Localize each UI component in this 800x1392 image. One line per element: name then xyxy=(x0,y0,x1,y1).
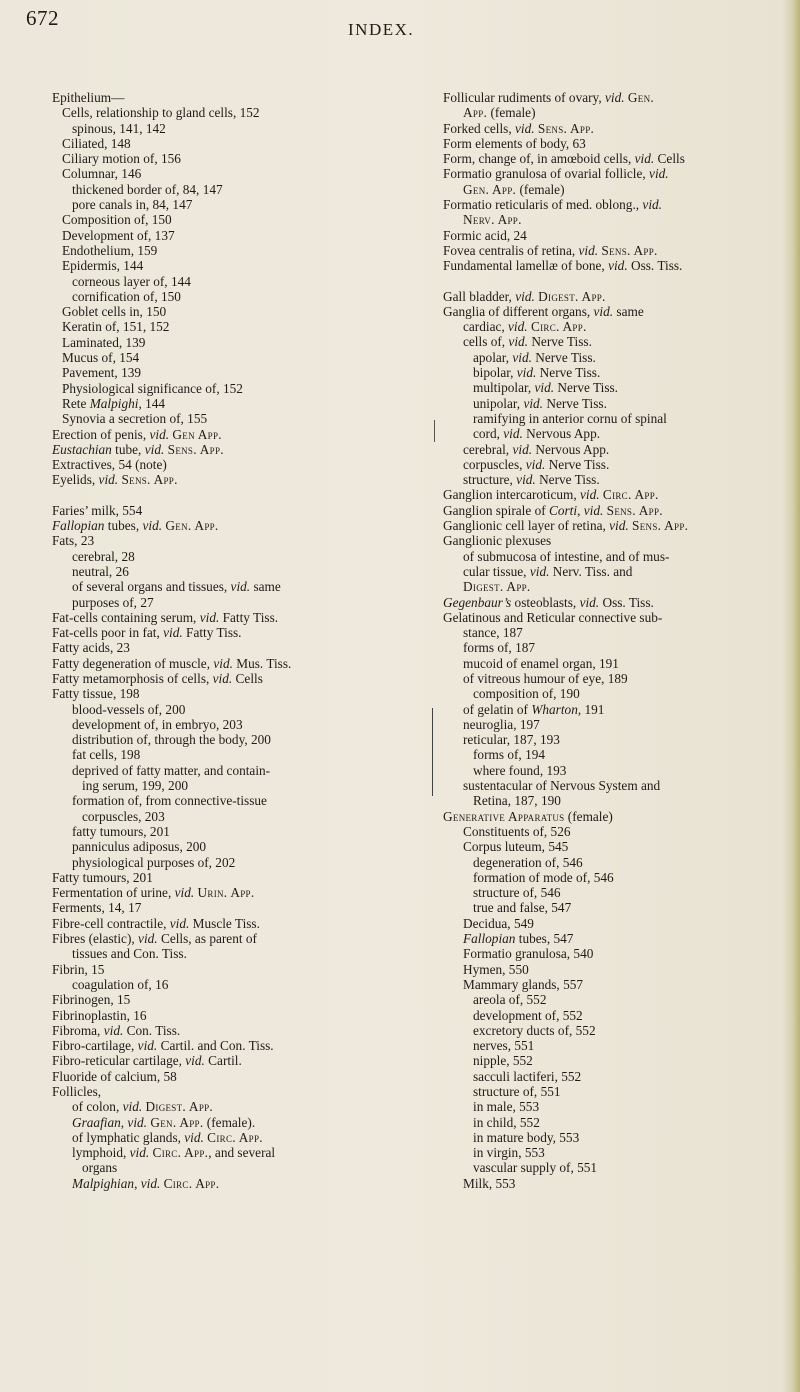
index-entry: Graafian, vid. Gen. App. (female). xyxy=(72,1114,256,1130)
index-entry: in virgin, 553 xyxy=(473,1145,545,1161)
index-entry: nipple, 552 xyxy=(473,1053,533,1069)
index-entry: apolar, vid. Nerve Tiss. xyxy=(473,349,596,365)
index-entry: Fibro-cartilage, vid. Cartil. and Con. Tiss. xyxy=(52,1038,274,1054)
page-number: 672 xyxy=(26,6,59,30)
column-rule xyxy=(432,708,433,796)
index-entry: Form, change of, in amœboid cells, vid. Cells xyxy=(443,151,685,167)
index-entry: in child, 552 xyxy=(473,1114,540,1130)
index-entry: structure of, 551 xyxy=(473,1084,561,1099)
index-entry: development of, in embryo, 203 xyxy=(72,716,243,732)
index-entry: excretory ducts of, 552 xyxy=(473,1022,596,1038)
index-entry: Nerv. App. xyxy=(463,212,522,228)
index-entry: degeneration of, 546 xyxy=(473,854,583,870)
index-entry: nerves, 551 xyxy=(473,1038,535,1054)
index-entry: stance, 187 xyxy=(463,625,523,641)
index-entry: Goblet cells in, 150 xyxy=(62,304,167,320)
index-entry: Retina, 187, 190 xyxy=(473,793,561,809)
index-entry: spinous, 141, 142 xyxy=(72,120,166,136)
page-edge-shadow xyxy=(782,0,800,1392)
index-entry: Fluoride of calcium, 58 xyxy=(52,1068,177,1084)
index-entry: Fibrinogen, 15 xyxy=(52,992,131,1008)
index-entry: tissues and Con. Tiss. xyxy=(72,946,187,962)
index-entry: formation of mode of, 546 xyxy=(473,869,614,885)
index-entry: Laminated, 139 xyxy=(62,334,146,350)
index-entry: Mammary glands, 557 xyxy=(463,976,584,992)
index-entry: Synovia a secretion of, 155 xyxy=(62,411,208,427)
index-entry: Milk, 553 xyxy=(463,1175,516,1191)
index-entry: cornification of, 150 xyxy=(72,288,181,304)
index-entry: Decidua, 549 xyxy=(463,915,534,931)
entry-gap xyxy=(443,274,771,289)
index-entry: forms of, 187 xyxy=(463,640,536,656)
index-entry: cord, vid. Nervous App. xyxy=(473,426,601,442)
index-entry: formation of, from connective-tissue xyxy=(72,793,267,809)
index-entry: cerebral, 28 xyxy=(72,548,135,564)
column-rule-small xyxy=(434,420,435,442)
index-entry: Generative Apparatus (female) xyxy=(443,808,613,824)
index-entry: Corpus luteum, 545 xyxy=(463,839,569,855)
index-entry: Columnar, 146 xyxy=(62,166,142,182)
index-entry: cerebral, vid. Nervous App. xyxy=(463,441,610,457)
index-entry: neutral, 26 xyxy=(72,563,129,579)
index-entry: Epithelium— xyxy=(52,90,125,105)
index-entry: corpuscles, 203 xyxy=(82,808,165,824)
index-entry: of vitreous humour of eye, 189 xyxy=(463,670,628,686)
index-entry: multipolar, vid. Nerve Tiss. xyxy=(473,380,619,396)
index-entry: Physiological significance of, 152 xyxy=(62,380,243,396)
index-entry: Fats, 23 xyxy=(52,533,95,549)
index-entry: of gelatin of Wharton, 191 xyxy=(463,701,605,717)
index-entry: ramifying in anterior cornu of spinal xyxy=(473,410,667,426)
index-entry: Pavement, 139 xyxy=(62,365,142,381)
index-entry: Formatio granulosa of ovarial follicle, vid. xyxy=(443,166,669,182)
index-entry: purposes of, 27 xyxy=(72,594,154,610)
index-entry: of colon, vid. Digest. App. xyxy=(72,1099,214,1115)
index-entry: composition of, 190 xyxy=(473,686,580,702)
index-entry: forms of, 194 xyxy=(473,747,546,763)
index-entry: Fovea centralis of retina, vid. Sens. App. xyxy=(443,242,658,258)
index-entry: Fibres (elastic), vid. Cells, as parent of xyxy=(52,931,257,947)
index-entry: bipolar, vid. Nerve Tiss. xyxy=(473,365,601,381)
index-entry: Fallopian tubes, 547 xyxy=(463,931,574,947)
running-head: INDEX. xyxy=(348,20,415,39)
index-entry: Erection of penis, vid. Gen App. xyxy=(52,426,222,442)
index-entry: Rete Malpighi, 144 xyxy=(62,395,166,411)
index-entry: Development of, 137 xyxy=(62,227,175,243)
index-entry: Cells, relationship to gland cells, 152 xyxy=(62,105,260,121)
index-entry: Keratin of, 151, 152 xyxy=(62,319,170,335)
index-entry: in mature body, 553 xyxy=(473,1129,580,1145)
index-entry: Gelatinous and Reticular connective sub- xyxy=(443,609,663,625)
index-entry: Eyelids, vid. Sens. App. xyxy=(52,472,178,488)
index-entry: cular tissue, vid. Nerv. Tiss. and xyxy=(463,563,633,579)
index-entry: cells of, vid. Nerve Tiss. xyxy=(463,334,592,350)
index-entry: sacculi lactiferi, 552 xyxy=(473,1068,582,1084)
index-entry: Ciliary motion of, 156 xyxy=(62,151,181,167)
index-entry: Ganglionic plexuses xyxy=(443,533,552,549)
index-entry: vascular supply of, 551 xyxy=(473,1160,598,1176)
index-entry: Forked cells, vid. Sens. App. xyxy=(443,120,595,136)
index-entry: Mucus of, 154 xyxy=(62,350,140,366)
index-entry: deprived of fatty matter, and contain- xyxy=(72,762,271,778)
index-entry: Fibro-reticular cartilage, vid. Cartil. xyxy=(52,1053,242,1069)
index-entry: Fat-cells containing serum, vid. Fatty Tiss. xyxy=(52,609,279,625)
index-entry: pore canals in, 84, 147 xyxy=(72,197,193,213)
index-entry: Formatio reticularis of med. oblong., vid. xyxy=(443,197,662,213)
index-entry: Fatty metamorphosis of cells, vid. Cells xyxy=(52,670,263,686)
index-entry: coagulation of, 16 xyxy=(72,976,169,992)
index-entry: Ciliated, 148 xyxy=(62,135,131,151)
index-entry: Ferments, 14, 17 xyxy=(52,900,142,916)
index-entry: Ganglion intercaroticum, vid. Circ. App. xyxy=(443,487,659,503)
index-column-right xyxy=(443,90,771,1191)
index-entry: physiological purposes of, 202 xyxy=(72,854,236,870)
index-entry: thickened border of, 84, 147 xyxy=(72,181,223,197)
index-entry: sustentacular of Nervous System and xyxy=(463,778,661,794)
index-entry: Formic acid, 24 xyxy=(443,227,527,243)
index-entry: Gen. App. (female) xyxy=(463,181,565,197)
index-entry: blood-vessels of, 200 xyxy=(72,701,186,717)
entry-gap xyxy=(52,488,420,503)
index-entry: of several organs and tissues, vid. same xyxy=(72,579,281,595)
index-entry: Fatty tumours, 201 xyxy=(52,869,153,885)
index-entry: Follicles, xyxy=(52,1084,102,1099)
index-entry: organs xyxy=(82,1160,118,1176)
index-entry: Form elements of body, 63 xyxy=(443,135,586,151)
index-entry: Fatty degeneration of muscle, vid. Mus. Tiss. xyxy=(52,655,292,671)
index-entry: corneous layer of, 144 xyxy=(72,273,191,289)
index-entry: Endothelium, 159 xyxy=(62,242,158,258)
index-entry: panniculus adiposus, 200 xyxy=(72,839,207,855)
index-column-left xyxy=(52,90,420,1191)
index-entry: App. (female) xyxy=(463,105,536,121)
index-entry: where found, 193 xyxy=(473,762,567,778)
index-entry: Digest. App. xyxy=(463,579,531,595)
index-entry: in male, 553 xyxy=(473,1099,540,1115)
index-entry: Ganglion spirale of Corti, vid. Sens. App. xyxy=(443,502,663,518)
index-entry: mucoid of enamel organ, 191 xyxy=(463,655,619,671)
index-entry: Fat-cells poor in fat, vid. Fatty Tiss. xyxy=(52,625,242,641)
index-entry: Faries’ milk, 554 xyxy=(52,502,143,518)
index-entry: Hymen, 550 xyxy=(463,961,529,977)
index-entry: Fibrin, 15 xyxy=(52,961,105,977)
index-entry: ing serum, 199, 200 xyxy=(82,778,188,794)
index-entry: Ganglionic cell layer of retina, vid. Sens. App. xyxy=(443,518,689,534)
index-entry: unipolar, vid. Nerve Tiss. xyxy=(473,395,607,411)
index-entry: Constituents of, 526 xyxy=(463,823,571,839)
index-entry: Ganglia of different organs, vid. same xyxy=(443,303,644,319)
index-entry: Gegenbaur’s osteoblasts, vid. Oss. Tiss. xyxy=(443,594,654,610)
index-entry: distribution of, through the body, 200 xyxy=(72,732,271,748)
index-entry: Fibroma, vid. Con. Tiss. xyxy=(52,1022,181,1038)
index-entry: fat cells, 198 xyxy=(72,747,141,763)
index-entry: neuroglia, 197 xyxy=(463,716,540,732)
index-entry: Fatty acids, 23 xyxy=(52,640,130,656)
index-entry: of submucosa of intestine, and of mus- xyxy=(463,548,670,564)
index-entry: Fatty tissue, 198 xyxy=(52,686,140,702)
index-entry: Follicular rudiments of ovary, vid. Gen. xyxy=(443,90,655,105)
index-entry: Extractives, 54 (note) xyxy=(52,457,167,473)
index-entry: corpuscles, vid. Nerve Tiss. xyxy=(463,456,610,472)
index-entry: Epidermis, 144 xyxy=(62,258,144,274)
index-entry: cardiac, vid. Circ. App. xyxy=(463,319,587,335)
index-entry: development of, 552 xyxy=(473,1007,583,1023)
index-entry: structure, vid. Nerve Tiss. xyxy=(463,472,600,488)
index-entry: Gall bladder, vid. Digest. App. xyxy=(443,288,606,304)
index-entry: Composition of, 150 xyxy=(62,212,172,228)
index-entry: Fermentation of urine, vid. Urin. App. xyxy=(52,885,255,901)
index-entry: Eustachian tube, vid. Sens. App. xyxy=(52,441,224,457)
index-entry: areola of, 552 xyxy=(473,992,547,1008)
index-entry: Malpighian, vid. Circ. App. xyxy=(72,1175,220,1191)
index-entry: Fundamental lamellæ of bone, vid. Oss. Tiss. xyxy=(443,258,683,274)
index-entry: structure of, 546 xyxy=(473,885,561,901)
index-entry: fatty tumours, 201 xyxy=(72,823,170,839)
index-entry: Formatio granulosa, 540 xyxy=(463,946,594,962)
index-entry: of lymphatic glands, vid. Circ. App. xyxy=(72,1129,263,1145)
index-entry: reticular, 187, 193 xyxy=(463,732,560,748)
index-entry: lymphoid, vid. Circ. App., and several xyxy=(72,1145,276,1161)
index-entry: true and false, 547 xyxy=(473,900,572,916)
index-entry: Fibre-cell contractile, vid. Muscle Tiss. xyxy=(52,915,260,931)
index-entry: Fibrinoplastin, 16 xyxy=(52,1007,147,1023)
index-entry: Fallopian tubes, vid. Gen. App. xyxy=(52,518,219,534)
